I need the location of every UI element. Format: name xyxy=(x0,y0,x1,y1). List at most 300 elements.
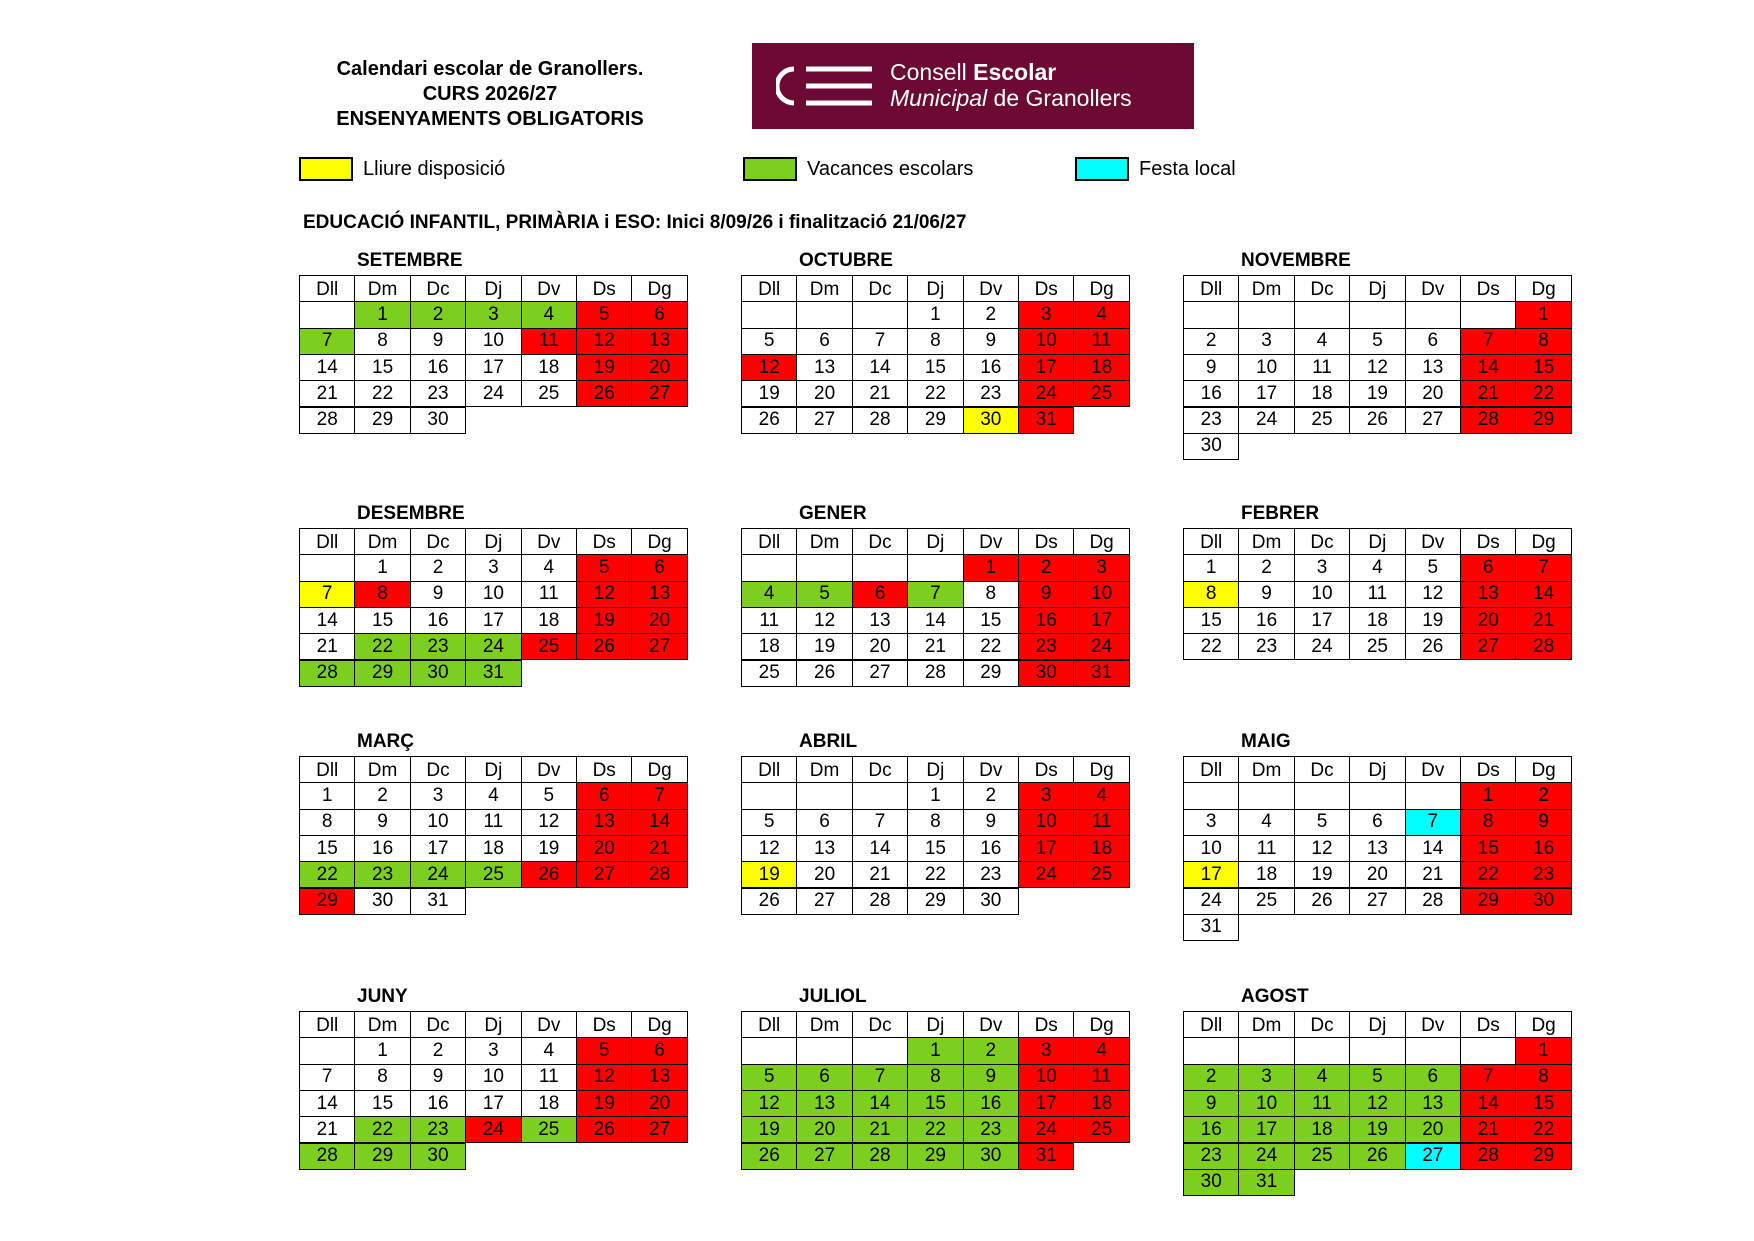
day-cell: 21 xyxy=(852,380,908,407)
empty-day-cell xyxy=(741,782,797,809)
day-cell: 28 xyxy=(1515,633,1571,660)
day-cell: 28 xyxy=(631,861,687,888)
empty-day-cell xyxy=(299,301,355,328)
day-cell: 16 xyxy=(1018,607,1074,634)
empty-day-cell xyxy=(1405,782,1461,809)
day-cell: 25 xyxy=(1349,633,1405,660)
day-cell: 5 xyxy=(576,554,632,581)
day-cell: 26 xyxy=(576,380,632,407)
day-cell: 22 xyxy=(354,1116,410,1143)
day-cell: 3 xyxy=(1018,782,1074,809)
day-cell: 25 xyxy=(1238,888,1294,915)
day-cell: 13 xyxy=(631,328,687,355)
title-line-1: Calendari escolar de Granollers. xyxy=(336,58,644,80)
day-cell: 1 xyxy=(1515,1037,1571,1064)
day-cell: 20 xyxy=(631,354,687,381)
day-cell: 30 xyxy=(1183,433,1239,460)
day-cell: 20 xyxy=(576,835,632,862)
day-cell: 25 xyxy=(1073,861,1129,888)
empty-day-cell xyxy=(1405,301,1461,328)
day-cell: 17 xyxy=(1018,835,1074,862)
empty-day-cell xyxy=(1460,1037,1516,1064)
day-cell: 3 xyxy=(1238,1064,1294,1091)
day-cell: 7 xyxy=(631,782,687,809)
day-cell: 6 xyxy=(1349,809,1405,836)
month-name: FEBRER xyxy=(1241,503,1320,524)
day-cell: 13 xyxy=(796,835,852,862)
day-cell: 6 xyxy=(1405,1064,1461,1091)
day-cell: 10 xyxy=(1238,1090,1294,1117)
weekday-header: Dc xyxy=(852,1011,908,1040)
day-cell: 5 xyxy=(741,809,797,836)
weekday-header: Ds xyxy=(1460,1011,1516,1040)
day-cell: 26 xyxy=(521,861,577,888)
day-cell: 4 xyxy=(1294,328,1350,355)
day-cell: 7 xyxy=(1515,554,1571,581)
day-cell: 5 xyxy=(1294,809,1350,836)
day-cell: 12 xyxy=(741,1090,797,1117)
day-cell: 19 xyxy=(741,380,797,407)
day-cell: 22 xyxy=(1515,380,1571,407)
day-cell: 21 xyxy=(299,633,355,660)
weekday-header: Dj xyxy=(907,275,963,304)
day-cell: 22 xyxy=(299,861,355,888)
weekday-header: Dc xyxy=(410,275,466,304)
day-cell: 13 xyxy=(576,809,632,836)
weekday-header: Ds xyxy=(1460,528,1516,557)
day-cell: 30 xyxy=(410,407,466,434)
day-cell: 14 xyxy=(852,1090,908,1117)
weekday-header: Dj xyxy=(465,1011,521,1040)
day-cell: 4 xyxy=(465,782,521,809)
day-cell: 24 xyxy=(465,380,521,407)
day-cell: 17 xyxy=(465,354,521,381)
day-cell: 15 xyxy=(299,835,355,862)
day-cell: 14 xyxy=(852,835,908,862)
empty-day-cell xyxy=(796,554,852,581)
day-cell: 23 xyxy=(354,861,410,888)
day-cell: 18 xyxy=(741,633,797,660)
weekday-header: Dj xyxy=(465,756,521,785)
day-cell: 2 xyxy=(1238,554,1294,581)
weekday-header: Dm xyxy=(796,1011,852,1040)
day-cell: 18 xyxy=(465,835,521,862)
weekday-header: Dj xyxy=(1349,1011,1405,1040)
day-cell: 29 xyxy=(354,1143,410,1170)
day-cell: 14 xyxy=(1460,1090,1516,1117)
legend-label: Festa local xyxy=(1139,157,1236,180)
day-cell: 31 xyxy=(1073,660,1129,687)
weekday-header: Dm xyxy=(354,275,410,304)
day-cell: 31 xyxy=(1183,914,1239,941)
day-cell: 15 xyxy=(907,354,963,381)
day-cell: 2 xyxy=(410,301,466,328)
month-name: JUNY xyxy=(357,986,408,1007)
day-cell: 12 xyxy=(741,835,797,862)
weekday-header: Dg xyxy=(631,1011,687,1040)
day-cell: 27 xyxy=(631,1116,687,1143)
day-cell: 17 xyxy=(1294,607,1350,634)
empty-day-cell xyxy=(796,1037,852,1064)
day-cell: 8 xyxy=(299,809,355,836)
day-cell: 12 xyxy=(1294,835,1350,862)
weekday-header: Dc xyxy=(852,528,908,557)
day-cell: 28 xyxy=(1460,1143,1516,1170)
day-cell: 2 xyxy=(410,1037,466,1064)
day-cell: 13 xyxy=(1405,1090,1461,1117)
weekday-header: Dll xyxy=(741,756,797,785)
day-cell: 27 xyxy=(852,660,908,687)
weekday-header: Dll xyxy=(741,1011,797,1040)
day-cell: 24 xyxy=(1018,380,1074,407)
day-cell: 4 xyxy=(1073,1037,1129,1064)
weekday-header: Dv xyxy=(1405,275,1461,304)
day-cell: 2 xyxy=(1183,328,1239,355)
empty-day-cell xyxy=(1238,301,1294,328)
day-cell: 23 xyxy=(1018,633,1074,660)
day-cell: 1 xyxy=(1515,301,1571,328)
day-cell: 27 xyxy=(1405,407,1461,434)
day-cell: 23 xyxy=(963,1116,1019,1143)
day-cell: 29 xyxy=(354,660,410,687)
day-cell: 4 xyxy=(1238,809,1294,836)
day-cell: 16 xyxy=(410,1090,466,1117)
day-cell: 1 xyxy=(354,301,410,328)
empty-day-cell xyxy=(1405,1037,1461,1064)
weekday-header: Dj xyxy=(1349,275,1405,304)
day-cell: 7 xyxy=(299,1064,355,1091)
day-cell: 30 xyxy=(1018,660,1074,687)
day-cell: 10 xyxy=(465,581,521,608)
month-name: MARÇ xyxy=(357,731,414,752)
day-cell: 7 xyxy=(1460,328,1516,355)
empty-day-cell xyxy=(852,1037,908,1064)
weekday-header: Dv xyxy=(1405,1011,1461,1040)
weekday-header: Dj xyxy=(1349,528,1405,557)
day-cell: 10 xyxy=(1018,328,1074,355)
day-cell: 24 xyxy=(465,633,521,660)
day-cell: 8 xyxy=(907,1064,963,1091)
empty-day-cell xyxy=(796,782,852,809)
day-cell: 7 xyxy=(299,328,355,355)
day-cell: 14 xyxy=(299,354,355,381)
day-cell: 19 xyxy=(741,861,797,888)
empty-day-cell xyxy=(1349,1037,1405,1064)
day-cell: 2 xyxy=(963,1037,1019,1064)
weekday-header: Dm xyxy=(1238,1011,1294,1040)
title-line-3: ENSENYAMENTS OBLIGATORIS xyxy=(336,108,644,130)
day-cell: 30 xyxy=(963,1143,1019,1170)
day-cell: 6 xyxy=(852,581,908,608)
day-cell: 17 xyxy=(1073,607,1129,634)
month-name: SETEMBRE xyxy=(357,250,463,271)
day-cell: 12 xyxy=(1349,354,1405,381)
day-cell: 10 xyxy=(1018,1064,1074,1091)
day-cell: 17 xyxy=(1238,1116,1294,1143)
weekday-header: Dg xyxy=(1073,528,1129,557)
empty-day-cell xyxy=(852,301,908,328)
day-cell: 21 xyxy=(1405,861,1461,888)
day-cell: 10 xyxy=(1073,581,1129,608)
weekday-header: Dj xyxy=(1349,756,1405,785)
day-cell: 11 xyxy=(1294,354,1350,381)
weekday-header: Dv xyxy=(963,275,1019,304)
weekday-header: Ds xyxy=(1018,275,1074,304)
day-cell: 6 xyxy=(631,554,687,581)
day-cell: 24 xyxy=(1018,861,1074,888)
day-cell: 6 xyxy=(796,809,852,836)
empty-day-cell xyxy=(1294,301,1350,328)
day-cell: 20 xyxy=(796,380,852,407)
weekday-header: Dj xyxy=(907,756,963,785)
day-cell: 3 xyxy=(1073,554,1129,581)
day-cell: 21 xyxy=(852,861,908,888)
weekday-header: Dll xyxy=(1183,528,1239,557)
day-cell: 21 xyxy=(1460,1116,1516,1143)
day-cell: 28 xyxy=(299,1143,355,1170)
day-cell: 13 xyxy=(796,354,852,381)
day-cell: 6 xyxy=(576,782,632,809)
day-cell: 4 xyxy=(741,581,797,608)
day-cell: 18 xyxy=(1238,861,1294,888)
day-cell: 20 xyxy=(1349,861,1405,888)
day-cell: 28 xyxy=(299,407,355,434)
empty-day-cell xyxy=(852,554,908,581)
day-cell: 26 xyxy=(741,1143,797,1170)
day-cell: 31 xyxy=(1238,1169,1294,1196)
day-cell: 3 xyxy=(465,554,521,581)
weekday-header: Dg xyxy=(631,756,687,785)
day-cell: 25 xyxy=(1073,380,1129,407)
day-cell: 22 xyxy=(1460,861,1516,888)
day-cell: 5 xyxy=(796,581,852,608)
day-cell: 19 xyxy=(1294,861,1350,888)
day-cell: 26 xyxy=(741,407,797,434)
day-cell: 7 xyxy=(852,809,908,836)
day-cell: 28 xyxy=(907,660,963,687)
weekday-header: Ds xyxy=(576,528,632,557)
day-cell: 10 xyxy=(1183,835,1239,862)
day-cell: 25 xyxy=(465,861,521,888)
day-cell: 26 xyxy=(1349,407,1405,434)
day-cell: 5 xyxy=(1405,554,1461,581)
day-cell: 1 xyxy=(354,554,410,581)
month-name: OCTUBRE xyxy=(799,250,893,271)
weekday-header: Dc xyxy=(1294,756,1350,785)
legend-swatch xyxy=(743,157,797,181)
day-cell: 28 xyxy=(1460,407,1516,434)
day-cell: 18 xyxy=(521,354,577,381)
day-cell: 11 xyxy=(521,581,577,608)
empty-day-cell xyxy=(796,301,852,328)
day-cell: 29 xyxy=(963,660,1019,687)
day-cell: 8 xyxy=(1515,328,1571,355)
day-cell: 4 xyxy=(1073,782,1129,809)
day-cell: 11 xyxy=(741,607,797,634)
day-cell: 18 xyxy=(1294,1116,1350,1143)
day-cell: 15 xyxy=(354,607,410,634)
day-cell: 16 xyxy=(1183,1116,1239,1143)
legend-swatch xyxy=(299,157,353,181)
weekday-header: Dv xyxy=(1405,528,1461,557)
day-cell: 16 xyxy=(1515,835,1571,862)
day-cell: 29 xyxy=(1515,1143,1571,1170)
day-cell: 21 xyxy=(852,1116,908,1143)
day-cell: 24 xyxy=(465,1116,521,1143)
day-cell: 27 xyxy=(796,1143,852,1170)
day-cell: 22 xyxy=(354,633,410,660)
day-cell: 1 xyxy=(907,782,963,809)
month-name: NOVEMBRE xyxy=(1241,250,1351,271)
day-cell: 11 xyxy=(1294,1090,1350,1117)
day-cell: 30 xyxy=(1183,1169,1239,1196)
day-cell: 13 xyxy=(852,607,908,634)
empty-day-cell xyxy=(1238,782,1294,809)
page-title xyxy=(290,57,690,132)
empty-day-cell xyxy=(741,301,797,328)
day-cell: 10 xyxy=(1238,354,1294,381)
weekday-header: Dv xyxy=(963,528,1019,557)
weekday-header: Dm xyxy=(796,756,852,785)
weekday-header: Dv xyxy=(521,756,577,785)
day-cell: 28 xyxy=(852,888,908,915)
day-cell: 17 xyxy=(465,1090,521,1117)
empty-day-cell xyxy=(1238,1037,1294,1064)
legend-item-free-day xyxy=(299,155,505,183)
day-cell: 27 xyxy=(796,407,852,434)
weekday-header: Dm xyxy=(354,1011,410,1040)
day-cell: 4 xyxy=(1349,554,1405,581)
day-cell: 10 xyxy=(410,809,466,836)
day-cell: 13 xyxy=(631,581,687,608)
day-cell: 7 xyxy=(852,1064,908,1091)
day-cell: 1 xyxy=(354,1037,410,1064)
legend-item-local-holiday xyxy=(1075,155,1236,183)
day-cell: 16 xyxy=(1183,380,1239,407)
weekday-header: Dj xyxy=(465,275,521,304)
day-cell: 11 xyxy=(465,809,521,836)
day-cell: 3 xyxy=(1238,328,1294,355)
day-cell: 10 xyxy=(465,1064,521,1091)
day-cell: 6 xyxy=(631,1037,687,1064)
day-cell: 21 xyxy=(907,633,963,660)
day-cell: 26 xyxy=(1294,888,1350,915)
day-cell: 9 xyxy=(963,809,1019,836)
day-cell: 15 xyxy=(907,1090,963,1117)
day-cell: 10 xyxy=(465,328,521,355)
day-cell: 22 xyxy=(907,861,963,888)
day-cell: 17 xyxy=(1238,380,1294,407)
day-cell: 12 xyxy=(576,1064,632,1091)
day-cell: 5 xyxy=(576,1037,632,1064)
month-name: ABRIL xyxy=(799,731,858,752)
day-cell: 16 xyxy=(410,354,466,381)
empty-day-cell xyxy=(741,1037,797,1064)
weekday-header: Dg xyxy=(1073,1011,1129,1040)
day-cell: 4 xyxy=(521,301,577,328)
day-cell: 20 xyxy=(1460,607,1516,634)
day-cell: 19 xyxy=(576,607,632,634)
day-cell: 11 xyxy=(1073,809,1129,836)
weekday-header: Dv xyxy=(963,756,1019,785)
weekday-header: Ds xyxy=(1460,756,1516,785)
day-cell: 19 xyxy=(1405,607,1461,634)
day-cell: 23 xyxy=(410,633,466,660)
day-cell: 28 xyxy=(852,407,908,434)
day-cell: 29 xyxy=(907,888,963,915)
day-cell: 20 xyxy=(631,1090,687,1117)
day-cell: 8 xyxy=(354,581,410,608)
day-cell: 6 xyxy=(796,1064,852,1091)
day-cell: 20 xyxy=(1405,1116,1461,1143)
weekday-header: Dv xyxy=(963,1011,1019,1040)
day-cell: 25 xyxy=(741,660,797,687)
day-cell: 31 xyxy=(1018,407,1074,434)
empty-day-cell xyxy=(1294,1037,1350,1064)
weekday-header: Dll xyxy=(299,1011,355,1040)
day-cell: 10 xyxy=(1294,581,1350,608)
day-cell: 12 xyxy=(576,581,632,608)
day-cell: 16 xyxy=(410,607,466,634)
day-cell: 3 xyxy=(1018,1037,1074,1064)
day-cell: 19 xyxy=(576,354,632,381)
empty-day-cell xyxy=(299,1037,355,1064)
day-cell: 10 xyxy=(1018,809,1074,836)
day-cell: 14 xyxy=(907,607,963,634)
day-cell: 16 xyxy=(963,835,1019,862)
legend-label: Vacances escolars xyxy=(807,157,974,180)
month-name: DESEMBRE xyxy=(357,503,465,524)
day-cell: 27 xyxy=(1405,1143,1461,1170)
weekday-header: Dm xyxy=(1238,275,1294,304)
day-cell: 19 xyxy=(1349,1116,1405,1143)
day-cell: 23 xyxy=(1238,633,1294,660)
month-name: MAIG xyxy=(1241,731,1291,752)
day-cell: 18 xyxy=(1294,380,1350,407)
weekday-header: Ds xyxy=(576,275,632,304)
day-cell: 26 xyxy=(741,888,797,915)
empty-day-cell xyxy=(1349,301,1405,328)
day-cell: 4 xyxy=(521,1037,577,1064)
day-cell: 24 xyxy=(1073,633,1129,660)
day-cell: 31 xyxy=(465,660,521,687)
day-cell: 11 xyxy=(521,1064,577,1091)
day-cell: 12 xyxy=(521,809,577,836)
day-cell: 4 xyxy=(1294,1064,1350,1091)
day-cell: 24 xyxy=(1018,1116,1074,1143)
month-name: JULIOL xyxy=(799,986,867,1007)
day-cell: 26 xyxy=(796,660,852,687)
day-cell: 12 xyxy=(796,607,852,634)
weekday-header: Dc xyxy=(852,275,908,304)
weekday-header: Dv xyxy=(1405,756,1461,785)
legend-swatch xyxy=(1075,157,1129,181)
day-cell: 31 xyxy=(410,888,466,915)
day-cell: 14 xyxy=(1515,581,1571,608)
day-cell: 9 xyxy=(1515,809,1571,836)
day-cell: 9 xyxy=(1018,581,1074,608)
day-cell: 22 xyxy=(1515,1116,1571,1143)
day-cell: 16 xyxy=(963,354,1019,381)
weekday-header: Dm xyxy=(354,756,410,785)
logo-mark-icon xyxy=(776,63,876,109)
day-cell: 5 xyxy=(741,1064,797,1091)
month-name: GENER xyxy=(799,503,867,524)
day-cell: 21 xyxy=(631,835,687,862)
weekday-header: Dm xyxy=(1238,756,1294,785)
day-cell: 19 xyxy=(576,1090,632,1117)
day-cell: 22 xyxy=(354,380,410,407)
